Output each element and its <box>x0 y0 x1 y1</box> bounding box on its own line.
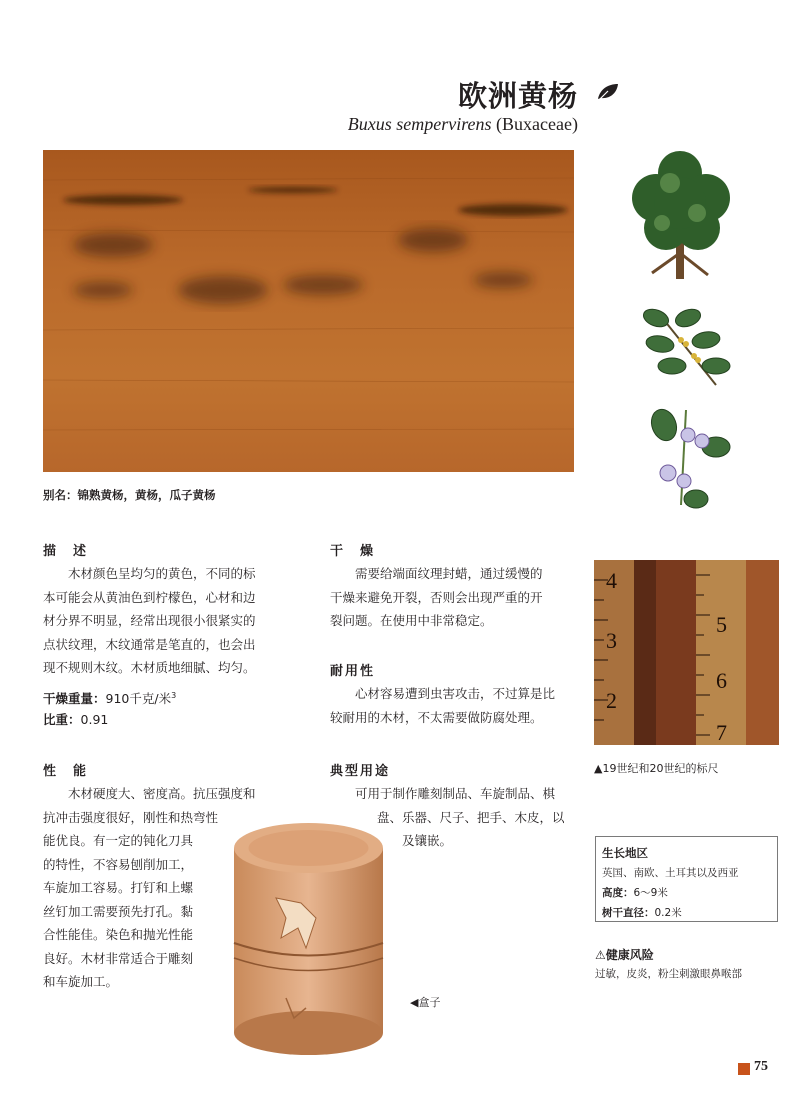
health-risk-text: 过敏，皮炎，粉尘刺激眼鼻喉部 <box>595 968 742 980</box>
growth-info-box <box>595 836 778 922</box>
text-line: 抗冲击强度很好，刚性和热弯性 <box>43 809 219 825</box>
ruler-digit: 4 <box>606 568 617 593</box>
dry-weight-label: 干燥重量： <box>43 691 106 707</box>
description-text <box>43 562 293 680</box>
ruler-digit: 2 <box>606 688 617 713</box>
text-line: 心材容易遭到虫害攻击，不过算是比 <box>355 686 556 701</box>
alias-text: 别名：锦熟黄杨，黄杨，瓜子黄杨 <box>43 488 216 502</box>
text-line: 较耐用的木材，不太需要做防腐处理。 <box>330 709 543 725</box>
dry-weight <box>43 684 176 711</box>
page-marker <box>738 1063 750 1075</box>
specific-gravity-label: 比重： <box>43 712 81 727</box>
uses-text <box>330 782 580 853</box>
text-line: 裂问题。在使用中非常稳定。 <box>330 613 493 628</box>
ruler-digit: 7 <box>716 720 727 745</box>
health-risk-title: ⚠健康风险 <box>595 948 654 962</box>
wood-sample-image <box>43 150 574 472</box>
box-caption: ◀盒子 <box>410 996 441 1009</box>
uses-heading: 典型用途 <box>330 764 391 779</box>
text-line: 车旋加工容易。打钉和上螺 <box>43 880 194 895</box>
text-line: 良好。木材非常适合于雕刻 <box>43 950 194 966</box>
wooden-box-image <box>226 818 391 1058</box>
text-line: 及镶嵌。 <box>402 833 453 848</box>
text-line: 本可能会从黄油色到柠檬色，心材和边 <box>43 589 256 605</box>
tree-illustration <box>622 143 740 283</box>
growth-height-value: 6～9米 <box>633 887 668 899</box>
ruler-caption: ▲19世纪和20世纪的标尺 <box>594 762 719 775</box>
ruler-digit: 3 <box>606 628 617 653</box>
specific-gravity-value: 0.91 <box>80 712 109 727</box>
leaf-icon <box>596 82 620 102</box>
ruler-digit: 5 <box>716 612 727 637</box>
text-line: 木材颜色呈均匀的黄色，不同的标 <box>68 566 256 581</box>
durability-heading: 耐用性 <box>330 664 376 679</box>
dry-weight-exponent: 3 <box>171 691 177 700</box>
flower-sprig-illustration <box>646 405 736 511</box>
growth-diameter-value: 0.2米 <box>654 907 682 919</box>
text-line: 木材硬度大、密度高。抗压强度和 <box>68 786 256 801</box>
properties-heading: 性 能 <box>43 764 89 779</box>
text-line: 可用于制作雕刻制品、车旋制品、棋 <box>355 786 556 801</box>
latin-species: Buxus sempervirens <box>347 114 492 134</box>
text-line: 和车旋加工。 <box>43 974 119 989</box>
growth-region: 英国、南欧、土耳其以及西亚 <box>602 867 739 879</box>
latin-family: (Buxaceae) <box>496 114 578 134</box>
text-line: 现不规则木纹。木材质地细腻、均匀。 <box>43 660 256 675</box>
ruler-image <box>594 560 779 745</box>
page-number: 75 <box>754 1059 768 1074</box>
latin-name <box>250 114 578 135</box>
ruler-digit: 6 <box>716 668 727 693</box>
growth-diameter <box>602 903 771 923</box>
text-line: 丝钉加工需要预先打孔。黏 <box>43 903 194 919</box>
dry-weight-value: 910千克/米 <box>105 691 172 707</box>
text-line: 需要给端面纹理封蜡，通过缓慢的 <box>355 566 543 581</box>
text-line: 的特性，不容易刨削加工， <box>43 856 194 872</box>
growth-title: 生长地区 <box>602 846 648 860</box>
text-line: 点状纹理，木纹通常是笔直的，也会出 <box>43 636 256 652</box>
drying-heading: 干 燥 <box>330 544 376 559</box>
growth-height <box>602 883 771 903</box>
durability-text <box>330 682 580 729</box>
specific-gravity <box>43 708 108 732</box>
text-line: 干燥来避免开裂，否则会出现严重的开 <box>330 589 543 605</box>
drying-text <box>330 562 580 633</box>
page-title: 欧洲黄杨 <box>457 79 578 113</box>
description-heading: 描 述 <box>43 544 89 559</box>
text-line: 盘、乐器、尺子、把手、木皮，以 <box>377 809 565 825</box>
text-line: 材分界不明显，经常出现很小很紧实的 <box>43 613 256 628</box>
text-line: 能优良。有一定的钝化刀具 <box>43 833 194 848</box>
growth-height-label: 高度： <box>602 887 634 899</box>
leaf-sprig-illustration <box>636 300 736 392</box>
text-line: 合性能佳。染色和抛光性能 <box>43 927 194 942</box>
growth-diameter-label: 树干直径： <box>602 907 655 919</box>
